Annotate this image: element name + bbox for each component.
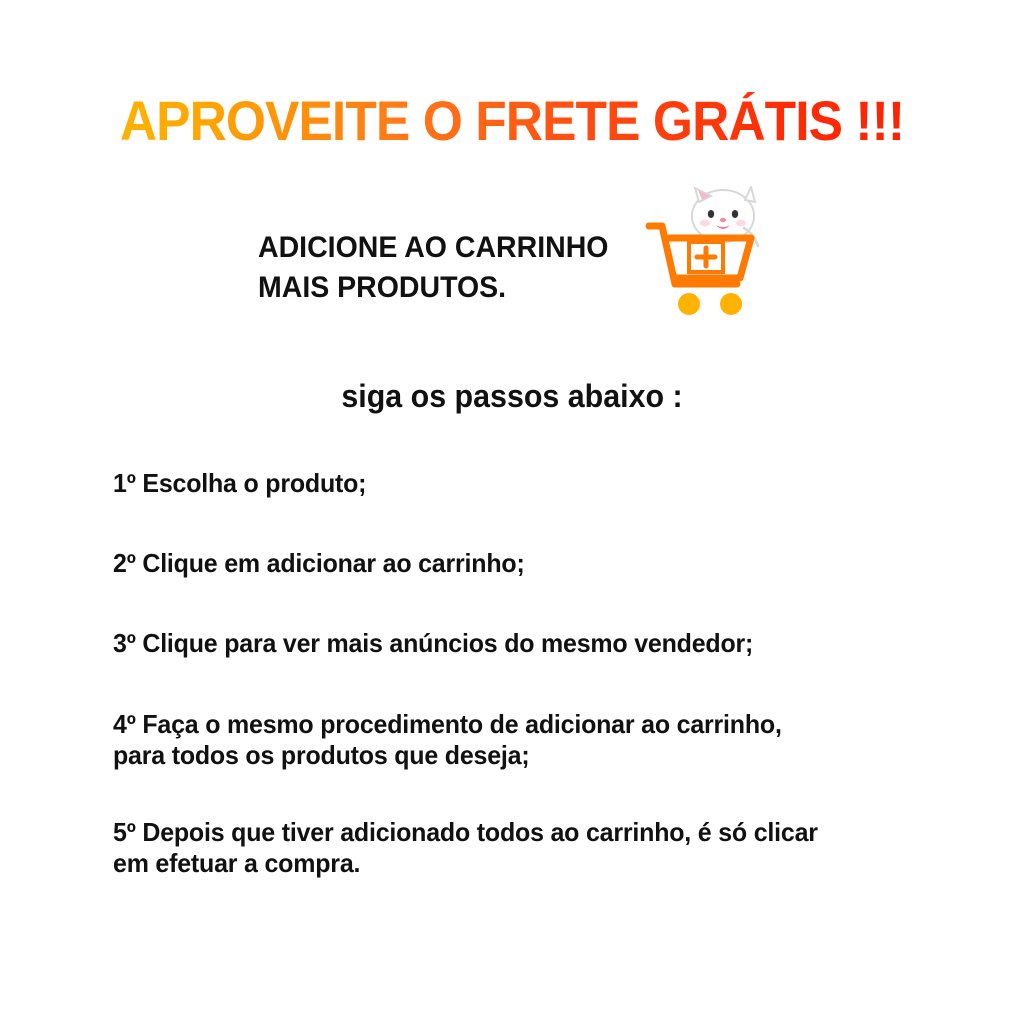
cart-plus-badge bbox=[689, 242, 723, 272]
cart-wheel-right bbox=[720, 293, 742, 315]
list-item bbox=[113, 628, 881, 659]
steps-title: siga os passos abaixo : bbox=[341, 378, 683, 414]
shopping-cart-plus-icon bbox=[645, 186, 765, 326]
list-item bbox=[113, 548, 881, 579]
list-item bbox=[113, 817, 881, 879]
subheading-line-2: MAIS PRODUTOS. bbox=[258, 270, 507, 304]
steps-list bbox=[113, 468, 913, 879]
step-text: 3º Clique para ver mais anúncios do mesmo vendedor; bbox=[113, 628, 754, 659]
step-text-line-2: em efetuar a compra. bbox=[113, 848, 361, 879]
step-text: 5º Depois que tiver adicionado todos ao carrinho, é só clicar bbox=[113, 816, 818, 847]
subheading-line-1: ADICIONE AO CARRINHO bbox=[258, 231, 609, 264]
list-item bbox=[113, 468, 881, 499]
step-text: 1º Escolha o produto; bbox=[113, 468, 367, 498]
step-text-line-2: para todos os produtos que deseja; bbox=[113, 739, 530, 770]
page-title: APROVEITE O FRETE GRÁTIS !!! bbox=[41, 92, 983, 151]
list-item bbox=[113, 709, 881, 771]
step-text: 4º Faça o mesmo procedimento de adicionar ao carrinho, bbox=[113, 708, 782, 739]
cart-wheel-left bbox=[678, 293, 700, 315]
step-text: 2º Clique em adicionar ao carrinho; bbox=[113, 548, 525, 579]
cart-illustration bbox=[645, 186, 765, 326]
subheading bbox=[258, 228, 657, 308]
